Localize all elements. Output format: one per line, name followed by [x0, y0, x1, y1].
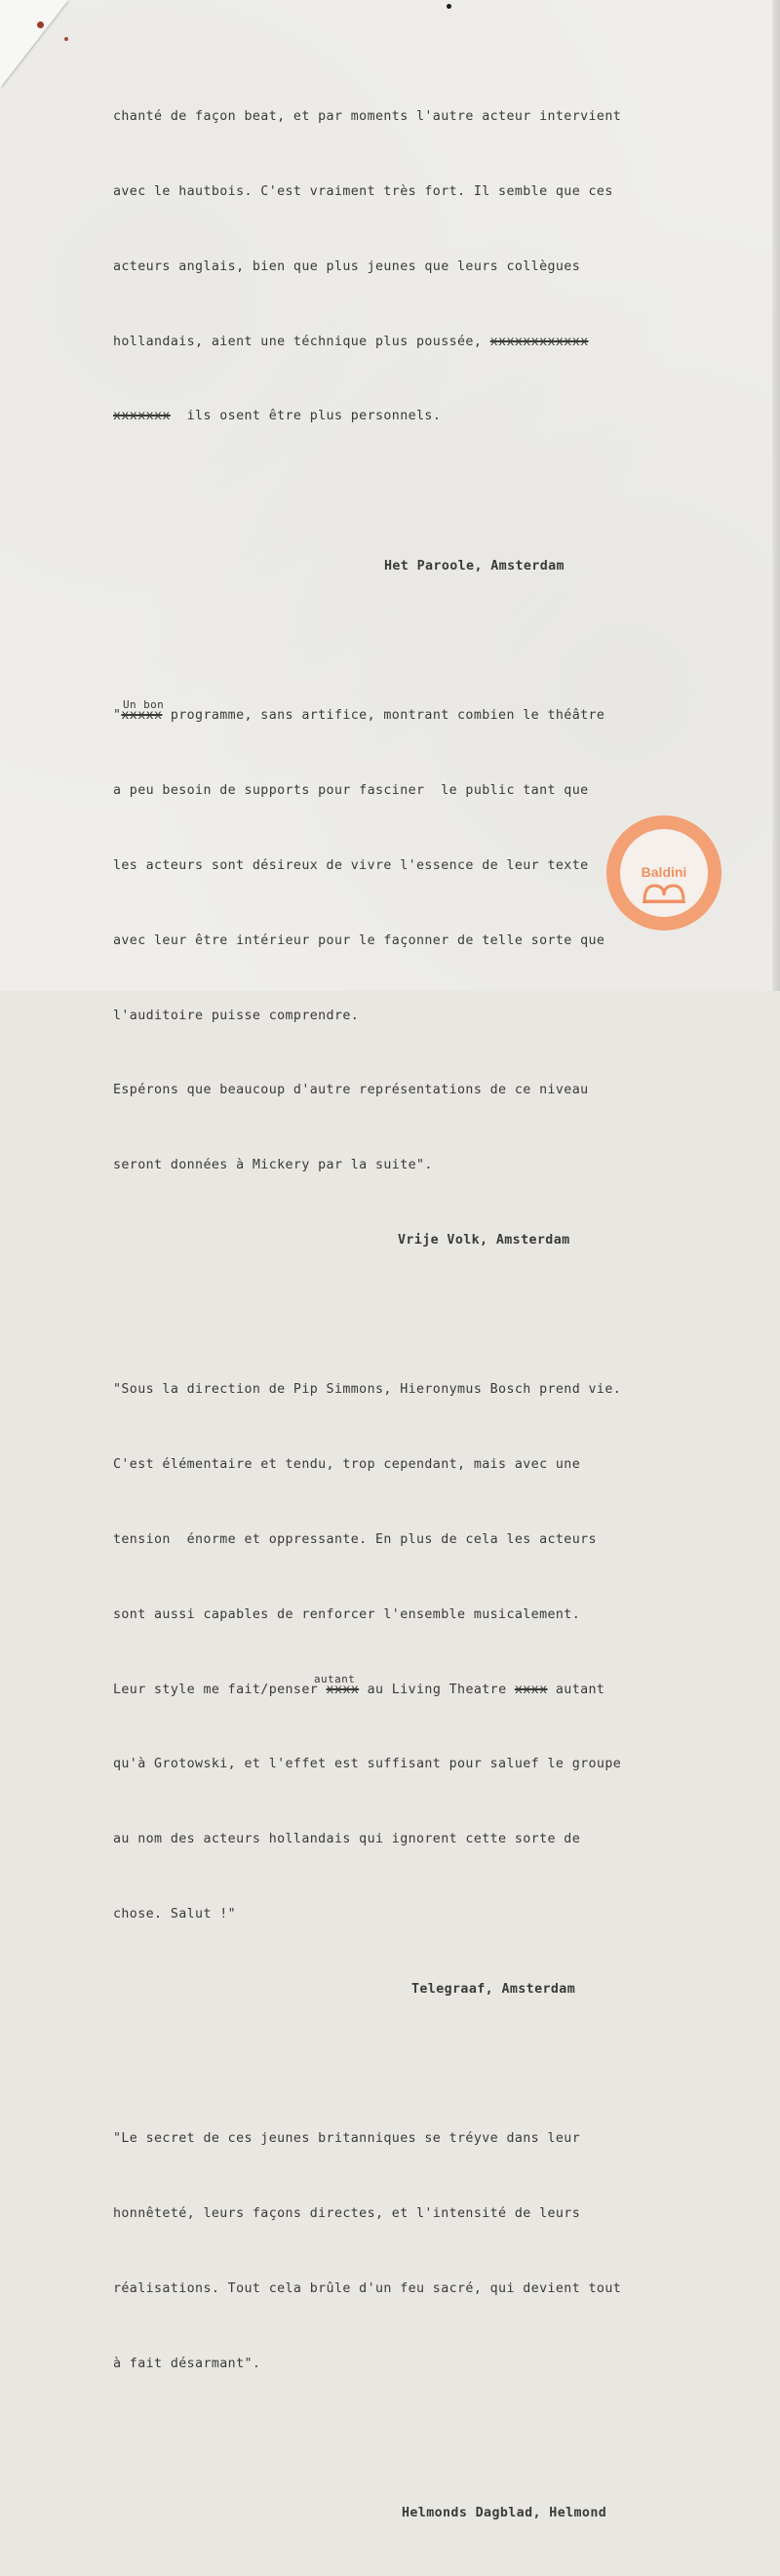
inserted-text: Un bon [123, 698, 165, 712]
text-line: acteurs anglais, bien que plus jeunes que leurs collègues [113, 258, 581, 274]
text-line: à fait désarmant". [113, 2356, 261, 2371]
text-line: sont aussi capables de renforcer l'ensemble musicalement. [113, 1606, 581, 1622]
text-segment: hollandais, aient une téchnique plus poussée, [113, 334, 490, 349]
text-line: chose. Salut !" [113, 1906, 237, 1922]
text-line: Espérons que beaucoup d'autre représentations de ce niveau [113, 1083, 589, 1098]
logo-wordmark: Baldini [641, 864, 687, 880]
baldini-logo [606, 815, 722, 931]
text-line: tension énorme et oppressante. En plus de cela les acteurs [113, 1532, 597, 1548]
text-line: C'est élémentaire et tendu, trop cependant, mais avec une [113, 1457, 581, 1473]
ink-spot [447, 4, 451, 9]
text-segment: au Living Theatre [359, 1682, 515, 1697]
text-line: réalisations. Tout cela brûle d'un feu sacré, qui devient tout [113, 2280, 622, 2296]
text-segment: ils osent être plus personnels. [186, 409, 442, 424]
text-line: "Le secret de ces jeunes britanniques se tréyve dans leur [113, 2131, 581, 2147]
text-line [113, 1672, 718, 1703]
text-line: les acteurs sont désireux de vivre l'essence de leur texte [113, 858, 589, 873]
folded-corner [0, 0, 68, 88]
text-segment: Leur style me fait/penser [113, 1682, 327, 1697]
struck-text: xxxx [326, 1682, 360, 1697]
review-source: Vrije Volk, Amsterdam [398, 1232, 570, 1248]
review-source: Het Paroole, Amsterdam [384, 558, 565, 574]
struck-text: xxxxxxxxxxxx [489, 334, 589, 349]
text-line: "Sous la direction de Pip Simmons, Hieronymus Bosch prend vie. [113, 1382, 622, 1398]
text-line [113, 330, 718, 355]
typewritten-text [113, 55, 718, 2576]
text-segment: " [113, 708, 122, 724]
text-line: l'auditoire puisse comprendre. [113, 1008, 360, 1023]
ink-spot [37, 21, 44, 28]
text-line: chanté de façon beat, et par moments l'autre acteur intervient [113, 109, 622, 125]
text-segment: autant [547, 1682, 605, 1697]
struck-text: xxxxxxx [113, 409, 171, 424]
text-line [113, 698, 718, 729]
text-line: a peu besoin de supports pour fasciner le public tant que [113, 783, 589, 799]
book-icon [642, 882, 686, 903]
struck-text: xxxxx [121, 708, 163, 724]
review-source: Helmonds Dagblad, Helmond [402, 2506, 607, 2521]
page-edge [772, 0, 780, 991]
text-line: qu'à Grotowski, et l'effet est suffisant pour saluef le groupe [113, 1757, 622, 1772]
logo-badge [620, 829, 708, 917]
text-line: avec leur être intérieur pour le façonner de telle sorte que [113, 932, 605, 948]
text-line: avec le hautbois. C'est vraiment très fort. Il semble que ces [113, 183, 613, 199]
text-line: seront données à Mickery par la suite". [113, 1158, 433, 1173]
struck-text: xxxx [514, 1682, 548, 1697]
ink-spot [64, 37, 68, 41]
review-source: Telegraaf, Amsterdam [411, 1981, 576, 1997]
text-line: au nom des acteurs hollandais qui ignorent cette sorte de [113, 1832, 581, 1847]
inserted-text: autant [314, 1672, 356, 1685]
text-line [113, 404, 718, 429]
text-segment: programme, sans artifice, montrant combien le théâtre [162, 708, 605, 724]
text-line: honnêteté, leurs façons directes, et l'intensité de leurs [113, 2206, 581, 2222]
